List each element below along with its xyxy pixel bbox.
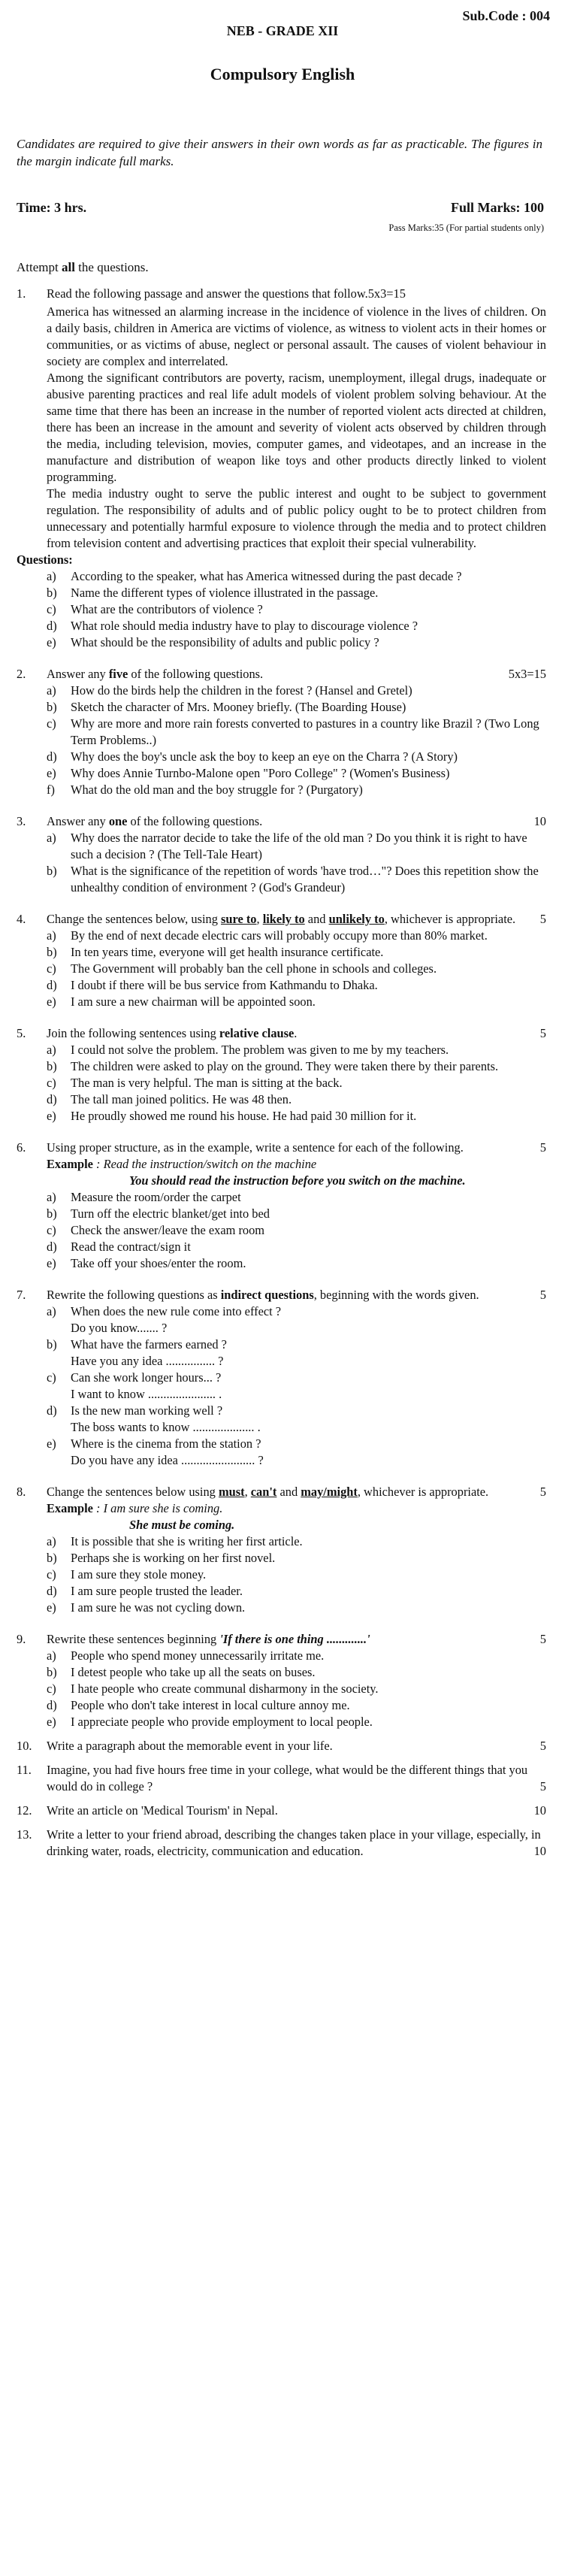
sub-question-text: The children were asked to play on the ground. They were taken there by their parents.	[71, 1059, 499, 1073]
sub-question-text: Why does Annie Turnbo-Malone open "Poro College" ? (Women's Business)	[71, 766, 450, 780]
sub-question	[47, 1075, 546, 1091]
attempt-instruction: Attempt all the questions.	[17, 260, 149, 274]
answer-prompt: Do you know....... ?	[71, 1321, 168, 1335]
sub-question	[47, 977, 546, 994]
sub-question-text: How do the birds help the children in the forest ? (Hansel and Gretel)	[71, 683, 412, 698]
question-number: 8.	[17, 1485, 26, 1499]
sub-question-label: d)	[47, 749, 57, 764]
sub-question	[47, 1714, 546, 1730]
sub-question-label: b)	[47, 1551, 57, 1565]
sub-question-label: f)	[47, 782, 55, 797]
sub-question-label: a)	[47, 1648, 56, 1663]
marks: 5	[539, 1288, 546, 1302]
questions-label: Questions:	[17, 552, 73, 567]
sub-question-label: b)	[47, 1059, 57, 1073]
sub-question-text: Why does the boy's uncle ask the boy to keep an eye on the Charra ? (A Story)	[71, 749, 458, 764]
answer-prompt: The boss wants to know .................... .	[71, 1420, 261, 1434]
sub-question	[47, 1697, 546, 1714]
question-number: 12.	[17, 1803, 32, 1818]
sub-question-label: c)	[47, 1567, 56, 1582]
sub-question-label: b)	[47, 864, 57, 878]
question-text: Imagine, you had five hours free time in your college, what would be the different things that you would do in college ? 5	[47, 1763, 546, 1794]
sub-question-text: Why are more and more rain forests converted to pastures in a country like Brazil ? (Two Long Term Problems..)	[71, 716, 539, 747]
sub-question	[47, 994, 546, 1010]
reading-passage	[47, 304, 546, 552]
question-1	[17, 286, 546, 302]
question-text: Change the sentences below using must, can't and may/might, whichever is appropriate. 5	[47, 1485, 546, 1499]
sub-question-text: He proudly showed me round his house. He had paid 30 million for it.	[71, 1109, 417, 1123]
sub-question	[47, 765, 546, 782]
question-text: Answer any five of the following questions. 5x3=15	[47, 667, 546, 681]
sub-question-label: a)	[47, 831, 56, 845]
marks: 10	[533, 1803, 546, 1818]
question-9	[17, 1631, 546, 1648]
sub-question	[47, 634, 546, 651]
sub-question-text: Why does the narrator decide to take the life of the old man ? Do you think it is right to have such a decision ? (The Tell-Tale Heart)	[71, 831, 527, 861]
pass-marks: Pass Marks:35 (For partial students only)	[388, 222, 544, 233]
question-text: Answer any one of the following questions. 10	[47, 814, 546, 828]
time-allowed: Time: 3 hrs.	[17, 200, 87, 215]
question-number: 4.	[17, 912, 26, 926]
marks: 5	[539, 1779, 546, 1794]
marks: 5x3=15	[508, 667, 546, 681]
sub-question-text: I am sure people trusted the leader.	[71, 1584, 243, 1598]
question-number: 1.	[17, 286, 26, 301]
question-7	[17, 1287, 546, 1303]
sub-question	[47, 830, 546, 863]
sub-question	[47, 1533, 546, 1550]
sub-question	[47, 601, 546, 618]
sub-question-label: d)	[47, 619, 57, 633]
sub-question-label: b)	[47, 945, 57, 959]
sub-question-text: Check the answer/leave the exam room	[71, 1223, 265, 1237]
sub-question-label: d)	[47, 1240, 57, 1254]
sub-question-text: What do the old man and the boy struggle for ? (Purgatory)	[71, 782, 363, 797]
question-3	[17, 813, 546, 830]
board-grade-title: NEB - GRADE XII	[226, 23, 339, 38]
sub-question-label: d)	[47, 1584, 57, 1598]
sub-question-text: I am sure they stole money.	[71, 1567, 207, 1582]
question-5	[17, 1025, 546, 1042]
sub-question-text: According to the speaker, what has America witnessed during the past decade ?	[71, 569, 462, 583]
sub-question-label: c)	[47, 1682, 56, 1696]
sub-question-text: Measure the room/order the carpet	[71, 1190, 241, 1204]
sub-question-text: When does the new rule come into effect ?	[71, 1304, 282, 1318]
sub-question-text: In ten years time, everyone will get health insurance certificate.	[71, 945, 384, 959]
sub-question-text: By the end of next decade electric cars will probably occupy more than 80% market.	[71, 928, 488, 943]
sub-question-text: I appreciate people who provide employment to local people.	[71, 1715, 373, 1729]
sub-question	[47, 1042, 546, 1058]
sub-question	[47, 1436, 546, 1452]
sub-question-label: d)	[47, 978, 57, 992]
question-number: 10.	[17, 1739, 32, 1753]
sub-question-label: c)	[47, 602, 56, 616]
question-number: 7.	[17, 1288, 26, 1302]
sub-question-text: Turn off the electric blanket/get into bed	[71, 1206, 270, 1221]
sub-question	[47, 1648, 546, 1664]
sub-question-text: The Government will probably ban the cell phone in schools and colleges.	[71, 961, 437, 976]
sub-question	[47, 1222, 546, 1239]
marks: 10	[533, 814, 546, 828]
sub-question	[47, 928, 546, 944]
sub-question-text: What are the contributors of violence ?	[71, 602, 263, 616]
sub-question-label: a)	[47, 1304, 56, 1318]
sub-question-label: c)	[47, 716, 56, 731]
sub-question-text: What is the significance of the repetition of words 'have trod…"? Does this repetition show the unhealthy condition of environment ? (God's Grandeur)	[71, 864, 539, 894]
sub-question-label: c)	[47, 961, 56, 976]
question-number: 9.	[17, 1632, 26, 1646]
sub-question	[47, 1058, 546, 1075]
subject-title: Compulsory English	[210, 65, 355, 83]
question-number: 6.	[17, 1140, 26, 1155]
marks: 5	[539, 1632, 546, 1646]
sub-question-text: People who spend money unnecessarily irritate me.	[71, 1648, 325, 1663]
marks: 5	[539, 1026, 546, 1040]
sub-question-label: e)	[47, 1109, 56, 1123]
sub-question-label: a)	[47, 928, 56, 943]
sub-question-text: I detest people who take up all the seats on buses.	[71, 1665, 316, 1679]
subject-code: Sub.Code : 004	[462, 8, 550, 23]
sub-question	[47, 1091, 546, 1108]
question-text: Rewrite the following questions as indirect questions, beginning with the words given. 5	[47, 1288, 546, 1302]
sub-question	[47, 782, 546, 798]
sub-question-label: b)	[47, 1337, 57, 1352]
marks: 5	[539, 912, 546, 926]
sub-question-text: I could not solve the problem. The problem was given to me by my teachers.	[71, 1043, 449, 1057]
sub-question-text: Take off your shoes/enter the room.	[71, 1256, 246, 1270]
sub-question-label: b)	[47, 586, 57, 600]
sub-question	[47, 1550, 546, 1566]
sub-question-label: a)	[47, 1043, 56, 1057]
sub-question-text: It is possible that she is writing her first article.	[71, 1534, 303, 1548]
question-number: 2.	[17, 667, 26, 681]
sub-question-text: Name the different types of violence illustrated in the passage.	[71, 586, 379, 600]
sub-question-text: Is the new man working well ?	[71, 1403, 223, 1418]
question-number: 11.	[17, 1763, 32, 1777]
sub-question-text: I hate people who create communal disharmony in the society.	[71, 1682, 379, 1696]
sub-question	[47, 1189, 546, 1206]
sub-question-label: d)	[47, 1698, 57, 1712]
question-text: Join the following sentences using relative clause. 5	[47, 1026, 546, 1040]
question-10	[17, 1738, 546, 1754]
question-text: Write an article on 'Medical Tourism' in Nepal. 10	[47, 1803, 546, 1818]
passage-paragraph: America has witnessed an alarming increase in the incidence of violence in the lives of children. On a daily basis, children in America are victims of violence, as witness to violent acts in their homes or communities, or as victims of abuse, neglect or personal assault. The causes of violent behaviour in society are complex and interrelated.	[47, 304, 546, 368]
sub-question	[47, 1664, 546, 1681]
question-text: Read the following passage and answer the questions that follow.5x3=15	[47, 286, 406, 301]
sub-question-text: I am sure he was not cycling down.	[71, 1600, 246, 1615]
sub-question-label: b)	[47, 1206, 57, 1221]
sub-question	[47, 1583, 546, 1600]
sub-question	[47, 863, 546, 896]
sub-question	[47, 1303, 546, 1320]
question-4	[17, 911, 546, 928]
sub-question-label: a)	[47, 1534, 56, 1548]
question-number: 5.	[17, 1026, 26, 1040]
question-text: Rewrite these sentences beginning 'If there is one thing .............' 5	[47, 1632, 546, 1646]
sub-question	[47, 618, 546, 634]
full-marks: Full Marks: 100	[451, 200, 544, 215]
sub-question	[47, 699, 546, 716]
sub-question-text: What should be the responsibility of adults and public policy ?	[71, 635, 379, 649]
sub-question-text: The man is very helpful. The man is sitting at the back.	[71, 1076, 343, 1090]
sub-question	[47, 961, 546, 977]
questions-body	[17, 286, 546, 1860]
sub-question	[47, 1681, 546, 1697]
example-line: Example : I am sure she is coming.	[47, 1501, 223, 1515]
sub-question-text: Read the contract/sign it	[71, 1240, 191, 1254]
question-text: Write a letter to your friend abroad, describing the changes taken place in your village, especially, in drinking water, roads, electricity, communication and education. 10	[47, 1827, 546, 1858]
sub-question	[47, 1600, 546, 1616]
sub-question-text: Sketch the character of Mrs. Mooney briefly. (The Boarding House)	[71, 700, 406, 714]
sub-question-label: a)	[47, 569, 56, 583]
example-line: Example : Read the instruction/switch on the machine	[47, 1157, 317, 1171]
sub-question	[47, 1239, 546, 1255]
sub-question-label: b)	[47, 700, 57, 714]
sub-question	[47, 585, 546, 601]
sub-question-text: I am sure a new chairman will be appointed soon.	[71, 994, 316, 1009]
sub-question-label: e)	[47, 1436, 56, 1451]
answer-prompt: Have you any idea ................ ?	[71, 1354, 224, 1368]
sub-question-label: e)	[47, 1256, 56, 1270]
sub-question-text: I doubt if there will be bus service from Kathmandu to Dhaka.	[71, 978, 378, 992]
sub-question-label: a)	[47, 683, 56, 698]
question-11	[17, 1762, 546, 1795]
sub-question	[47, 749, 546, 765]
question-6	[17, 1140, 546, 1156]
sub-question	[47, 1108, 546, 1125]
sub-question-label: e)	[47, 1600, 56, 1615]
sub-question	[47, 1336, 546, 1353]
sub-question-text: What have the farmers earned ?	[71, 1337, 227, 1352]
sub-question-text: What role should media industry have to play to discourage violence ?	[71, 619, 418, 633]
passage-paragraph: Among the significant contributors are poverty, racism, unemployment, illegal drugs, inadequate or abusive parenting practices and real life adult models of violent problem solving behaviour. At the same time that there has been an increase in the number of reported violent acts directed at children, there has been an increase in the amount and severity of violent acts observed by children through the media, including television, movies, computer games, and videotapes, and an increase in the manufacture and distribution of weapon like toys and other products directly linked to violent programming.	[47, 371, 546, 484]
question-text: Write a paragraph about the memorable event in your life. 5	[47, 1739, 546, 1753]
sub-question-text: Where is the cinema from the station ?	[71, 1436, 261, 1451]
sub-question	[47, 1566, 546, 1583]
sub-question-text: The tall man joined politics. He was 48 then.	[71, 1092, 292, 1106]
sub-question-label: c)	[47, 1370, 56, 1385]
question-number: 3.	[17, 814, 26, 828]
sub-question	[47, 1255, 546, 1272]
question-13	[17, 1827, 546, 1860]
sub-question-text: Can she work longer hours... ?	[71, 1370, 222, 1385]
sub-question	[47, 716, 546, 749]
sub-question-label: e)	[47, 1715, 56, 1729]
sub-question-text: People who don't take interest in local culture annoy me.	[71, 1698, 350, 1712]
marks: 10	[533, 1844, 546, 1858]
question-text: Using proper structure, as in the example, write a sentence for each of the following. 5	[47, 1140, 546, 1155]
question-text: Change the sentences below, using sure to, likely to and unlikely to, whichever is appropriate. 5	[47, 912, 546, 926]
marks: 5	[539, 1739, 546, 1753]
sub-question	[47, 683, 546, 699]
passage-paragraph: The media industry ought to serve the public interest and ought to be subject to government regulation. The responsibility of adults and of public policy ought to be to protect children from unnecessary and potentially harmful exposure to violence through the media and to protect children from television content and advertising practices that exploit their special vulnerability.	[47, 486, 546, 550]
sub-question-label: e)	[47, 766, 56, 780]
example-answer: You should read the instruction before you switch on the machine.	[129, 1173, 466, 1188]
sub-question-label: d)	[47, 1092, 57, 1106]
sub-question-label: e)	[47, 635, 56, 649]
sub-question-text: Perhaps she is working on her first novel.	[71, 1551, 276, 1565]
sub-question	[47, 568, 546, 585]
sub-question	[47, 1370, 546, 1386]
question-number: 13.	[17, 1827, 32, 1842]
sub-question-label: e)	[47, 994, 56, 1009]
sub-question-label: a)	[47, 1190, 56, 1204]
sub-question-label: c)	[47, 1076, 56, 1090]
sub-question-label: b)	[47, 1665, 57, 1679]
sub-question	[47, 1403, 546, 1419]
answer-prompt: I want to know ...................... .	[71, 1387, 222, 1401]
marks: 5	[539, 1140, 546, 1155]
question-12	[17, 1803, 546, 1819]
instructions: Candidates are required to give their answers in their own words as far as practicable. The figures in the margin indicate full marks.	[17, 137, 542, 168]
answer-prompt: Do you have any idea ........................ ?	[71, 1453, 264, 1467]
marks: 5	[539, 1485, 546, 1499]
sub-question-label: c)	[47, 1223, 56, 1237]
question-2	[17, 666, 546, 683]
example-answer: She must be coming.	[129, 1518, 235, 1532]
question-8	[17, 1484, 546, 1500]
sub-question	[47, 944, 546, 961]
sub-question-label: d)	[47, 1403, 57, 1418]
sub-question	[47, 1206, 546, 1222]
